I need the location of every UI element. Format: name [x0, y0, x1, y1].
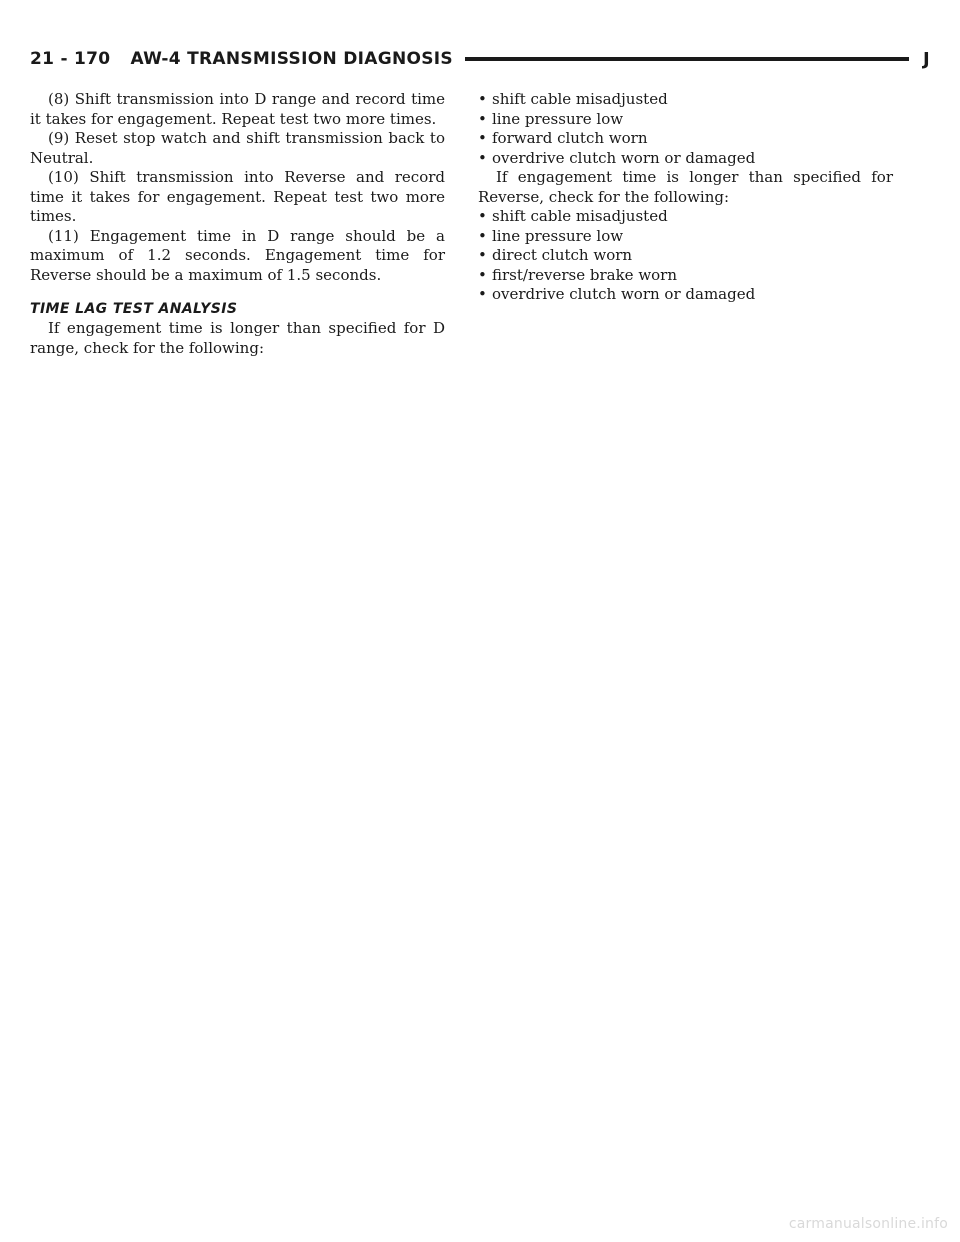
page-number: 21 - 170: [30, 49, 111, 69]
list-item-text: shift cable misadjusted: [492, 90, 668, 108]
bullet-icon: •: [478, 246, 487, 264]
step-11: (11) Engagement time in D range should be a maximum of 1.2 seconds. Engagement time for Reverse should be a maximum of 1.5 seconds.: [30, 226, 445, 284]
bullet-icon: •: [478, 109, 487, 128]
bullet-icon: •: [478, 265, 487, 284]
bullet-icon: •: [478, 207, 487, 225]
list-item: [478, 285, 893, 305]
list-item-text: shift cable misadjusted: [492, 207, 668, 225]
reverse-intro: If engagement time is longer than specified for Reverse, check for the following:: [478, 168, 893, 206]
watermark: carmanualsonline.info: [788, 1216, 948, 1232]
step-10: (10) Shift transmission into Reverse and record time it takes for engagement. Repeat test two more times.: [30, 168, 445, 225]
bullet-icon: •: [478, 90, 487, 108]
section-heading: TIME LAG TEST ANALYSIS: [30, 301, 238, 317]
step-8: (8) Shift transmission into D range and record time it takes for engagement. Repeat test two more times.: [30, 90, 445, 128]
list-item: [478, 207, 893, 227]
bullet-icon: •: [478, 285, 487, 303]
step-9: (9) Reset stop watch and shift transmission back to Neutral.: [30, 129, 445, 167]
reverse-cause-list: [478, 207, 893, 305]
list-item-text: overdrive clutch worn or damaged: [492, 148, 756, 167]
page-title: AW-4 TRANSMISSION DIAGNOSIS: [130, 49, 453, 69]
bullet-icon: •: [478, 148, 487, 167]
list-item-text: line pressure low: [492, 226, 624, 245]
list-item: [478, 149, 893, 169]
list-item: [478, 110, 893, 130]
header-rule: [465, 57, 909, 61]
section-letter: J: [923, 48, 930, 70]
page-header: [30, 44, 930, 74]
list-item-text: first/reverse brake worn: [492, 265, 678, 284]
bullet-icon: •: [478, 129, 487, 147]
left-column: [30, 90, 445, 358]
list-item-text: direct clutch worn: [492, 246, 633, 264]
list-item-text: forward clutch worn: [492, 129, 648, 147]
list-item: [478, 246, 893, 266]
list-item: [478, 266, 893, 286]
list-item: [478, 227, 893, 247]
list-item-text: line pressure low: [492, 109, 624, 128]
list-item-text: overdrive clutch worn or damaged: [492, 285, 756, 303]
list-item: [478, 90, 893, 110]
list-item: [478, 129, 893, 149]
right-column: [478, 90, 893, 305]
d-range-intro: If engagement time is longer than specified for D range, check for the following:: [30, 319, 445, 357]
bullet-icon: •: [478, 226, 487, 245]
d-range-cause-list: [478, 90, 893, 168]
